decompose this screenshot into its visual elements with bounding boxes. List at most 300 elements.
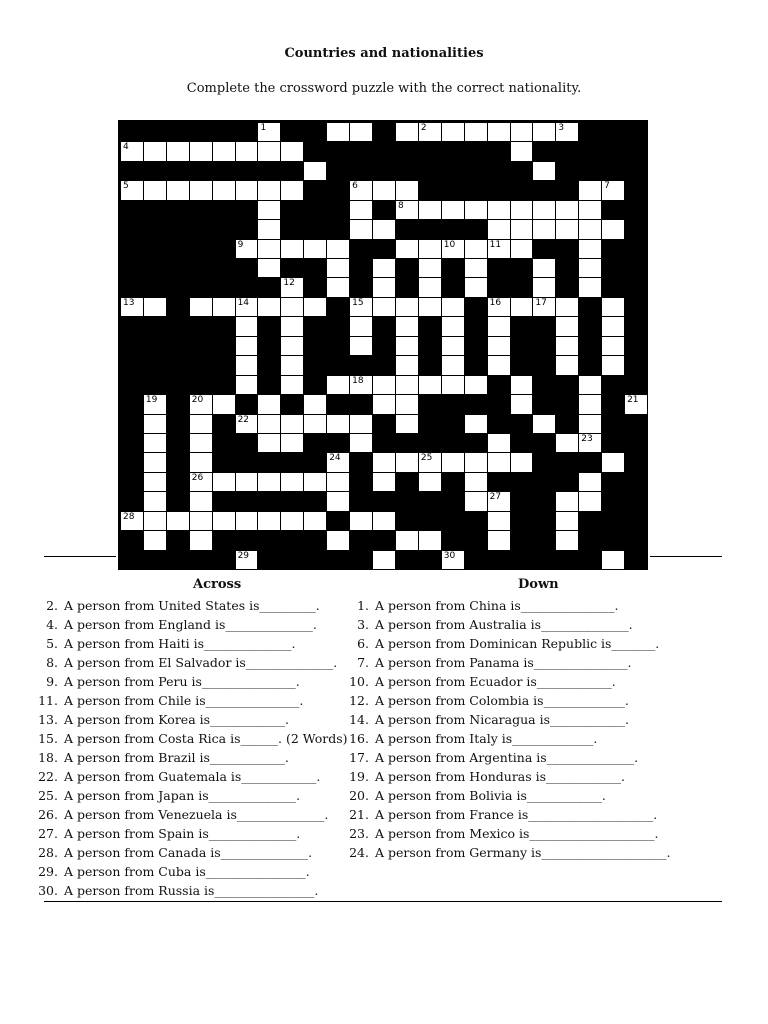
grid-cell-black [442, 142, 464, 160]
grid-cell-white[interactable] [579, 240, 601, 258]
grid-cell-black [579, 356, 601, 374]
grid-cell-white[interactable] [258, 434, 280, 452]
grid-cell-white[interactable] [579, 434, 601, 452]
grid-cell-white[interactable] [373, 512, 395, 530]
grid-cell-white[interactable] [419, 531, 441, 549]
grid-cell-white[interactable] [373, 473, 395, 491]
grid-cell-white[interactable] [488, 240, 510, 258]
grid-cell-white[interactable] [465, 278, 487, 296]
grid-cell-white[interactable] [511, 201, 533, 219]
grid-cell-white[interactable] [373, 453, 395, 471]
grid-cell-black [350, 473, 372, 491]
grid-cell-white[interactable] [533, 123, 555, 141]
grid-cell-white[interactable] [190, 492, 212, 510]
grid-cell-black [488, 142, 510, 160]
grid-cell-black [419, 356, 441, 374]
grid-cell-black [488, 278, 510, 296]
grid-cell-black [190, 376, 212, 394]
grid-cell-white[interactable] [579, 220, 601, 238]
clue-number: 12. [349, 693, 369, 708]
grid-cell-white[interactable] [396, 123, 418, 141]
grid-cell-white[interactable] [281, 298, 303, 316]
grid-cell-white[interactable] [442, 356, 464, 374]
grid-cell-black [121, 356, 143, 374]
grid-cell-white[interactable] [236, 512, 258, 530]
across-clue-item [32, 824, 348, 843]
grid-cell-black [488, 415, 510, 433]
grid-cell-black [556, 181, 578, 199]
grid-cell-white[interactable] [327, 123, 349, 141]
grid-cell-white[interactable] [465, 259, 487, 277]
grid-cell-white[interactable] [281, 376, 303, 394]
grid-cell-white[interactable] [327, 259, 349, 277]
grid-cell-black [442, 220, 464, 238]
grid-cell-white[interactable] [236, 415, 258, 433]
grid-cell-white[interactable] [465, 492, 487, 510]
grid-cell-white[interactable] [258, 123, 280, 141]
grid-cell-white[interactable] [281, 142, 303, 160]
grid-cell-white[interactable] [465, 453, 487, 471]
grid-cell-white[interactable] [281, 434, 303, 452]
grid-cell-black [167, 434, 189, 452]
grid-cell-white[interactable] [488, 220, 510, 238]
grid-cell-white[interactable] [579, 415, 601, 433]
grid-cell-black [304, 201, 326, 219]
grid-cell-white[interactable] [579, 473, 601, 491]
clue-text: A person from Panama is_______________. [375, 655, 632, 670]
grid-cell-black [625, 298, 647, 316]
clue-text: A person from Nicaragua is____________. [375, 712, 629, 727]
clue-number: 28. [38, 845, 58, 860]
grid-cell-black [465, 317, 487, 335]
grid-cell-white[interactable] [511, 376, 533, 394]
grid-cell-white[interactable] [213, 473, 235, 491]
grid-cell-white[interactable] [396, 201, 418, 219]
grid-cell-white[interactable] [419, 376, 441, 394]
grid-cell-black [281, 492, 303, 510]
grid-cell-white[interactable] [442, 337, 464, 355]
grid-cell-white[interactable] [511, 395, 533, 413]
grid-cell-white[interactable] [579, 259, 601, 277]
clue-number: 28 [123, 511, 135, 522]
grid-cell-white[interactable] [533, 278, 555, 296]
grid-cell-white[interactable] [396, 395, 418, 413]
grid-cell-white[interactable] [579, 201, 601, 219]
grid-cell-white[interactable] [373, 181, 395, 199]
grid-cell-white[interactable] [190, 415, 212, 433]
grid-cell-black [213, 240, 235, 258]
grid-cell-white[interactable] [144, 415, 166, 433]
grid-cell-white[interactable] [258, 201, 280, 219]
grid-cell-white[interactable] [350, 512, 372, 530]
grid-cell-white[interactable] [327, 492, 349, 510]
grid-cell-white[interactable] [533, 298, 555, 316]
grid-cell-black [625, 123, 647, 141]
grid-cell-white[interactable] [488, 317, 510, 335]
grid-cell-black [511, 317, 533, 335]
grid-cell-white[interactable] [304, 240, 326, 258]
grid-cell-white[interactable] [304, 512, 326, 530]
grid-cell-white[interactable] [373, 395, 395, 413]
grid-cell-white[interactable] [373, 551, 395, 569]
grid-cell-white[interactable] [236, 240, 258, 258]
grid-cell-white[interactable] [511, 123, 533, 141]
grid-cell-white[interactable] [396, 531, 418, 549]
grid-cell-white[interactable] [465, 240, 487, 258]
grid-cell-black [350, 531, 372, 549]
grid-cell-black [236, 434, 258, 452]
grid-cell-white[interactable] [258, 473, 280, 491]
grid-cell-white[interactable] [442, 201, 464, 219]
grid-cell-white[interactable] [236, 356, 258, 374]
grid-cell-white[interactable] [396, 240, 418, 258]
grid-cell-white[interactable] [419, 278, 441, 296]
grid-cell-white[interactable] [511, 453, 533, 471]
grid-cell-white[interactable] [556, 123, 578, 141]
grid-cell-white[interactable] [213, 142, 235, 160]
grid-cell-white[interactable] [236, 181, 258, 199]
grid-cell-white[interactable] [556, 298, 578, 316]
grid-cell-white[interactable] [190, 142, 212, 160]
clue-number: 15. [38, 731, 58, 746]
clue-number: 11 [489, 239, 502, 250]
grid-cell-black [167, 278, 189, 296]
grid-cell-white[interactable] [602, 453, 624, 471]
grid-cell-white[interactable] [602, 337, 624, 355]
grid-cell-white[interactable] [442, 240, 464, 258]
grid-cell-white[interactable] [488, 512, 510, 530]
grid-cell-white[interactable] [419, 240, 441, 258]
grid-cell-white[interactable] [465, 201, 487, 219]
grid-cell-white[interactable] [144, 395, 166, 413]
grid-cell-white[interactable] [327, 453, 349, 471]
across-clue-item [32, 672, 348, 691]
grid-cell-white[interactable] [327, 376, 349, 394]
grid-cell-white[interactable] [602, 551, 624, 569]
grid-cell-black [167, 259, 189, 277]
grid-cell-black [465, 434, 487, 452]
grid-cell-white[interactable] [442, 453, 464, 471]
grid-cell-white[interactable] [327, 240, 349, 258]
grid-cell-white[interactable] [396, 415, 418, 433]
grid-cell-white[interactable] [533, 201, 555, 219]
grid-cell-black [625, 356, 647, 374]
grid-cell-white[interactable] [602, 317, 624, 335]
grid-cell-white[interactable] [488, 337, 510, 355]
grid-cell-white[interactable] [258, 220, 280, 238]
clue-number: 11. [38, 693, 58, 708]
grid-cell-white[interactable] [327, 531, 349, 549]
grid-cell-white[interactable] [121, 298, 143, 316]
grid-cell-white[interactable] [488, 298, 510, 316]
grid-cell-white[interactable] [350, 123, 372, 141]
grid-cell-black [258, 337, 280, 355]
grid-cell-white[interactable] [144, 298, 166, 316]
grid-cell-white[interactable] [465, 473, 487, 491]
grid-cell-white[interactable] [304, 473, 326, 491]
grid-cell-white[interactable] [442, 376, 464, 394]
grid-cell-white[interactable] [281, 278, 303, 296]
grid-cell-white[interactable] [281, 473, 303, 491]
clue-text: A person from Brazil is____________. [64, 750, 289, 765]
grid-cell-white[interactable] [556, 492, 578, 510]
grid-cell-white[interactable] [373, 259, 395, 277]
grid-cell-black [327, 201, 349, 219]
grid-cell-white[interactable] [258, 298, 280, 316]
clue-number: 16 [489, 297, 502, 308]
grid-cell-white[interactable] [327, 473, 349, 491]
grid-cell-white[interactable] [442, 298, 464, 316]
grid-cell-white[interactable] [350, 317, 372, 335]
grid-cell-black [304, 123, 326, 141]
grid-cell-white[interactable] [602, 181, 624, 199]
grid-cell-white[interactable] [556, 317, 578, 335]
grid-cell-white[interactable] [396, 337, 418, 355]
grid-cell-white[interactable] [236, 317, 258, 335]
grid-cell-black [533, 181, 555, 199]
grid-cell-black [167, 123, 189, 141]
grid-cell-white[interactable] [258, 240, 280, 258]
grid-cell-black [167, 551, 189, 569]
grid-cell-white[interactable] [167, 181, 189, 199]
grid-cell-white[interactable] [511, 240, 533, 258]
grid-cell-white[interactable] [465, 376, 487, 394]
grid-cell-white[interactable] [419, 453, 441, 471]
grid-cell-white[interactable] [556, 201, 578, 219]
grid-cell-white[interactable] [488, 123, 510, 141]
grid-cell-white[interactable] [281, 415, 303, 433]
grid-cell-white[interactable] [556, 356, 578, 374]
grid-cell-black [511, 162, 533, 180]
grid-cell-black [304, 220, 326, 238]
grid-cell-white[interactable] [304, 415, 326, 433]
grid-cell-white[interactable] [511, 220, 533, 238]
grid-cell-black [442, 259, 464, 277]
grid-cell-white[interactable] [488, 492, 510, 510]
grid-cell-white[interactable] [350, 376, 372, 394]
grid-cell-white[interactable] [144, 492, 166, 510]
grid-cell-white[interactable] [236, 142, 258, 160]
grid-cell-white[interactable] [236, 551, 258, 569]
grid-cell-white[interactable] [236, 337, 258, 355]
grid-cell-white[interactable] [281, 512, 303, 530]
grid-cell-white[interactable] [419, 298, 441, 316]
grid-cell-white[interactable] [121, 142, 143, 160]
grid-cell-black [281, 123, 303, 141]
grid-cell-black [190, 278, 212, 296]
grid-cell-white[interactable] [511, 142, 533, 160]
grid-cell-white[interactable] [488, 453, 510, 471]
grid-cell-white[interactable] [144, 453, 166, 471]
grid-cell-white[interactable] [304, 395, 326, 413]
across-clue-item [32, 748, 348, 767]
grid-cell-white[interactable] [373, 278, 395, 296]
grid-cell-white[interactable] [167, 512, 189, 530]
grid-cell-white[interactable] [258, 181, 280, 199]
grid-cell-black [396, 551, 418, 569]
grid-cell-white[interactable] [258, 395, 280, 413]
grid-cell-black [350, 259, 372, 277]
grid-cell-white[interactable] [396, 181, 418, 199]
grid-cell-white[interactable] [465, 415, 487, 433]
grid-cell-white[interactable] [396, 453, 418, 471]
grid-cell-black [304, 259, 326, 277]
grid-cell-white[interactable] [511, 298, 533, 316]
grid-cell-black [167, 317, 189, 335]
grid-cell-white[interactable] [556, 434, 578, 452]
down-clues [343, 596, 670, 862]
grid-cell-white[interactable] [281, 317, 303, 335]
grid-cell-white[interactable] [190, 512, 212, 530]
grid-cell-white[interactable] [396, 356, 418, 374]
down-clue-item [343, 615, 670, 634]
grid-cell-black [579, 531, 601, 549]
grid-cell-white[interactable] [350, 415, 372, 433]
grid-cell-white[interactable] [281, 181, 303, 199]
grid-cell-white[interactable] [602, 356, 624, 374]
grid-cell-white[interactable] [144, 181, 166, 199]
grid-cell-white[interactable] [442, 317, 464, 335]
grid-cell-white[interactable] [579, 492, 601, 510]
grid-cell-white[interactable] [533, 259, 555, 277]
grid-cell-black [602, 201, 624, 219]
grid-cell-white[interactable] [579, 376, 601, 394]
grid-cell-white[interactable] [190, 434, 212, 452]
grid-cell-white[interactable] [373, 376, 395, 394]
grid-cell-white[interactable] [533, 220, 555, 238]
grid-cell-white[interactable] [533, 162, 555, 180]
grid-cell-black [396, 142, 418, 160]
grid-cell-white[interactable] [281, 356, 303, 374]
grid-cell-white[interactable] [533, 415, 555, 433]
grid-cell-white[interactable] [304, 162, 326, 180]
grid-cell-white[interactable] [121, 512, 143, 530]
grid-cell-white[interactable] [190, 453, 212, 471]
grid-cell-white[interactable] [121, 181, 143, 199]
grid-cell-black [556, 376, 578, 394]
grid-cell-white[interactable] [556, 531, 578, 549]
grid-cell-white[interactable] [304, 298, 326, 316]
clue-text: A person from Dominican Republic is_______. [375, 636, 660, 651]
grid-cell-white[interactable] [236, 473, 258, 491]
grid-cell-black [281, 220, 303, 238]
grid-cell-black [167, 492, 189, 510]
grid-cell-white[interactable] [190, 473, 212, 491]
down-clue-item [343, 748, 670, 767]
grid-cell-white[interactable] [396, 376, 418, 394]
grid-cell-white[interactable] [488, 434, 510, 452]
grid-cell-white[interactable] [350, 298, 372, 316]
grid-cell-white[interactable] [167, 142, 189, 160]
grid-cell-white[interactable] [144, 142, 166, 160]
grid-cell-white[interactable] [556, 220, 578, 238]
grid-cell-black [419, 220, 441, 238]
grid-cell-black [602, 259, 624, 277]
grid-cell-white[interactable] [488, 356, 510, 374]
grid-cell-white[interactable] [144, 434, 166, 452]
grid-cell-black [488, 259, 510, 277]
grid-cell-white[interactable] [442, 551, 464, 569]
grid-cell-white[interactable] [556, 512, 578, 530]
grid-cell-white[interactable] [327, 278, 349, 296]
grid-cell-white[interactable] [213, 512, 235, 530]
grid-cell-white[interactable] [236, 298, 258, 316]
grid-cell-black [556, 473, 578, 491]
grid-cell-white[interactable] [419, 123, 441, 141]
grid-cell-white[interactable] [419, 473, 441, 491]
grid-cell-white[interactable] [144, 531, 166, 549]
grid-cell-black [579, 453, 601, 471]
grid-cell-white[interactable] [579, 181, 601, 199]
grid-cell-white[interactable] [213, 395, 235, 413]
grid-cell-white[interactable] [258, 512, 280, 530]
grid-cell-white[interactable] [625, 395, 647, 413]
grid-cell-white[interactable] [258, 142, 280, 160]
grid-cell-white[interactable] [396, 317, 418, 335]
grid-cell-black [167, 395, 189, 413]
grid-cell-white[interactable] [213, 298, 235, 316]
grid-cell-white[interactable] [190, 395, 212, 413]
grid-cell-white[interactable] [213, 181, 235, 199]
grid-cell-white[interactable] [258, 415, 280, 433]
grid-cell-white[interactable] [579, 395, 601, 413]
grid-cell-black [144, 278, 166, 296]
grid-cell-white[interactable] [419, 259, 441, 277]
grid-cell-white[interactable] [144, 473, 166, 491]
grid-cell-white[interactable] [373, 298, 395, 316]
grid-cell-white[interactable] [419, 201, 441, 219]
grid-cell-white[interactable] [190, 298, 212, 316]
grid-cell-white[interactable] [350, 220, 372, 238]
grid-cell-black [533, 512, 555, 530]
grid-cell-black [602, 395, 624, 413]
grid-cell-white[interactable] [442, 123, 464, 141]
grid-cell-white[interactable] [144, 512, 166, 530]
grid-cell-black [258, 162, 280, 180]
grid-cell-white[interactable] [488, 531, 510, 549]
clue-number: 20. [349, 788, 369, 803]
grid-cell-white[interactable] [190, 531, 212, 549]
grid-cell-white[interactable] [602, 298, 624, 316]
grid-cell-black [327, 434, 349, 452]
down-clue-item [343, 634, 670, 653]
grid-cell-white[interactable] [602, 220, 624, 238]
grid-cell-white[interactable] [396, 298, 418, 316]
grid-cell-black [213, 278, 235, 296]
grid-cell-white[interactable] [258, 259, 280, 277]
crossword-grid [118, 120, 648, 570]
grid-cell-white[interactable] [327, 415, 349, 433]
grid-cell-white[interactable] [350, 434, 372, 452]
grid-cell-black [167, 415, 189, 433]
grid-cell-white[interactable] [350, 181, 372, 199]
grid-cell-white[interactable] [350, 337, 372, 355]
grid-cell-black [579, 317, 601, 335]
grid-cell-white[interactable] [281, 337, 303, 355]
grid-cell-white[interactable] [350, 201, 372, 219]
grid-cell-black [625, 259, 647, 277]
grid-cell-white[interactable] [556, 337, 578, 355]
grid-cell-white[interactable] [190, 181, 212, 199]
grid-cell-white[interactable] [373, 220, 395, 238]
grid-cell-black [396, 434, 418, 452]
grid-cell-white[interactable] [579, 278, 601, 296]
grid-cell-white[interactable] [236, 376, 258, 394]
grid-cell-white[interactable] [488, 201, 510, 219]
grid-cell-white[interactable] [465, 123, 487, 141]
grid-cell-black [533, 142, 555, 160]
grid-cell-white[interactable] [281, 240, 303, 258]
